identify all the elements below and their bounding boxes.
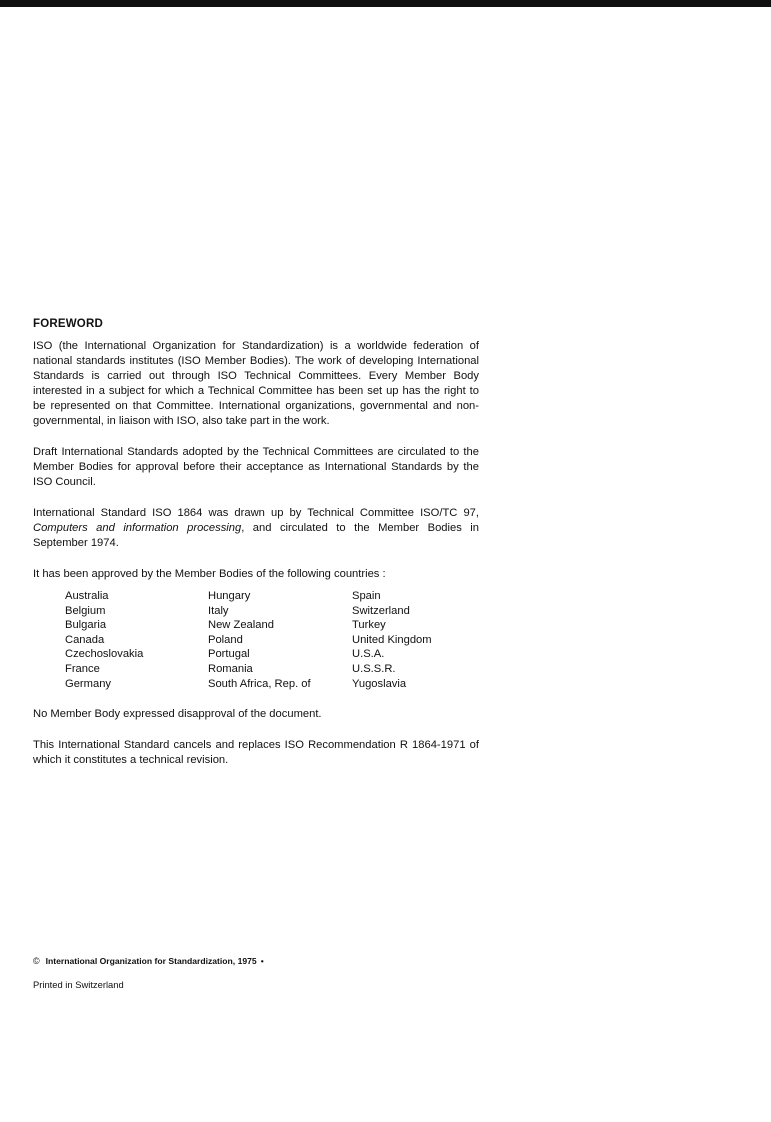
foreword-section (33, 317, 479, 768)
foreword-paragraph-3 (33, 506, 479, 551)
country-item: Germany (65, 677, 112, 690)
country-item: Italy (208, 604, 229, 617)
foreword-paragraph-2: Draft International Standards adopted by the Technical Committees are circulated to the Member Bodies for approval before their acceptance as International Standards by the ISO Council. (33, 446, 479, 488)
committee-title: Computers and information processing (33, 522, 242, 534)
disapproval-statement: No Member Body expressed disapproval of the document. (33, 708, 322, 721)
cancels-statement: This International Standard cancels and replaces ISO Recommendation R 1864-1971 of which it constitutes a technical revision. (33, 739, 479, 767)
country-item: Romania (208, 662, 253, 675)
country-item: Yugoslavia (352, 677, 407, 690)
country-item: Australia (65, 590, 109, 602)
country-item: France (65, 662, 100, 675)
country-item: United Kingdom (352, 633, 432, 646)
copyright-line (33, 955, 264, 967)
country-item: Spain (352, 590, 381, 602)
country-item: U.S.S.R. (352, 662, 396, 675)
country-item: Hungary (208, 590, 251, 602)
country-item: Portugal (208, 648, 250, 661)
country-item: New Zealand (208, 619, 274, 632)
country-item: Bulgaria (65, 619, 107, 632)
foreword-paragraph-1: ISO (the International Organization for Standardization) is a worldwide federation of national standards institutes (ISO Member Bodies). The work of developing International Standards is carried out through ISO Technical Committees. Every Member Body interested in a subject for which a Technical Committee has been set up has the right to be represented on that Committee. International organizations, governmental and non-governmental, in liaison with ISO, also take part in the work. (33, 340, 479, 427)
bullet-icon: • (260, 956, 264, 966)
top-rule (0, 0, 771, 7)
country-item: Belgium (65, 604, 106, 617)
country-item: Poland (208, 633, 243, 646)
paragraph-3-text-start: International Standard ISO 1864 was drawn up by Technical Committee ISO/TC 97, (33, 507, 479, 519)
paragraph-3-text-end: , and circulated to the Member Bodies in September 1974. (33, 522, 479, 549)
country-item: Canada (65, 633, 105, 646)
country-list (65, 589, 479, 691)
country-item: Czechoslovakia (65, 648, 144, 661)
country-item: U.S.A. (352, 648, 385, 661)
country-item: Switzerland (352, 604, 410, 617)
copyright-symbol: © (33, 956, 40, 966)
foreword-heading: FOREWORD (33, 318, 103, 330)
approval-intro: It has been approved by the Member Bodies of the following countries : (33, 568, 386, 580)
country-item: South Africa, Rep. of (208, 677, 311, 690)
country-item: Turkey (352, 619, 386, 632)
copyright-text: International Organization for Standardization, 1975 (45, 956, 257, 966)
printed-in: Printed in Switzerland (33, 979, 124, 990)
